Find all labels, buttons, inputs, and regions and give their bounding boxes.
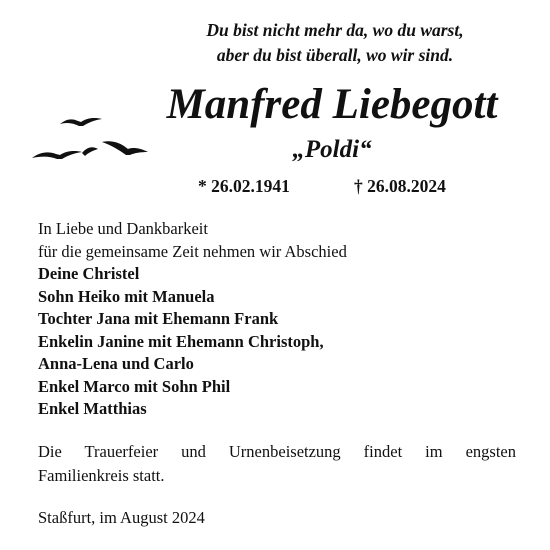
mourner-2: Sohn Heiko mit Manuela [38, 286, 215, 306]
farewell-message [38, 218, 518, 421]
ceremony-note [38, 440, 516, 488]
memorial-quote [170, 18, 500, 68]
deceased-nickname: „Poldi“ [292, 136, 372, 163]
place-and-date: Staßfurt, im August 2024 [38, 508, 205, 527]
intro-line-2: für die gemeinsame Zeit nehmen wir Abschied [38, 241, 347, 261]
ceremony-line-1: Die Trauerfeier und Urnenbeisetzung findet im engsten [38, 442, 516, 461]
mourner-1: Deine Christel [38, 264, 140, 283]
mourner-5: Anna-Lena und Carlo [38, 354, 194, 373]
mourner-4: Enkelin Janine mit Ehemann Christoph, [38, 331, 324, 351]
mourner-3: Tochter Jana mit Ehemann Frank [38, 309, 279, 328]
quote-line-2: aber du bist überall, wo wir sind. [216, 45, 454, 65]
mourner-6: Enkel Marco mit Sohn Phil [38, 376, 231, 396]
birth-date: * 26.02.1941 [198, 176, 290, 196]
mourner-7: Enkel Matthias [38, 399, 147, 418]
bird-top [60, 118, 102, 126]
deceased-name: Manfred Liebegott [166, 81, 498, 128]
intro-line-1: In Liebe und Dankbarkeit [38, 219, 208, 238]
death-date: † 26.08.2024 [354, 176, 446, 196]
bird-middle [82, 147, 98, 156]
quote-line-1: Du bist nicht mehr da, wo du warst, [206, 20, 464, 40]
bird-left [32, 151, 82, 159]
ceremony-line-2: Familienkreis statt. [38, 466, 165, 485]
